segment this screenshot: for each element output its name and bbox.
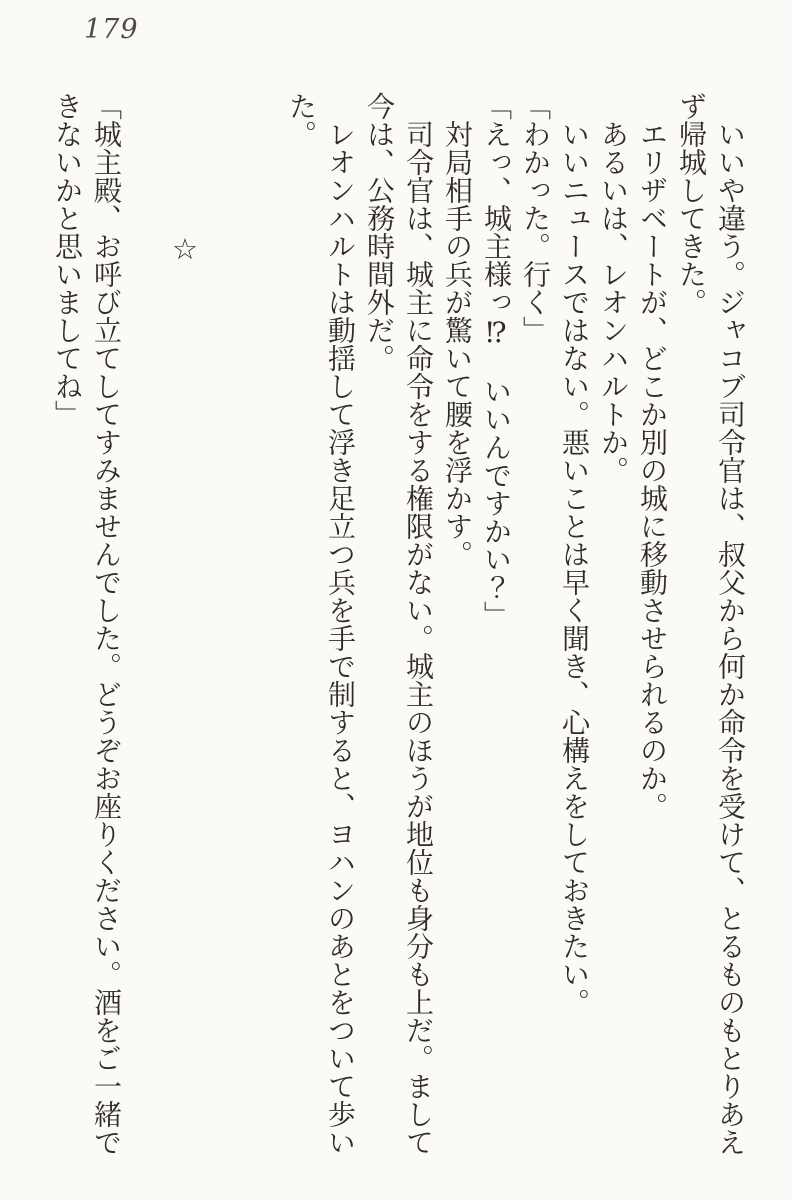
dialogue-line: 「わかった。行く」 <box>519 92 552 344</box>
text-line: ず帰城してきた。 <box>675 92 708 316</box>
text-line: あるいは、レオンハルトか。 <box>597 120 630 484</box>
text-line: いいや違う。ジャコブ司令官は、叔父から何か命令を受けて、とるものもとりあえ <box>714 120 747 1156</box>
text-line: 対局相手の兵が驚いて腰を浮かす。 <box>441 120 474 568</box>
dialogue-line: 「城主殿、お呼び立てしてすみませんでした。どうぞお座りください。酒をご一緒で <box>90 92 123 1156</box>
dialogue-line: 「えっ、城主様っ⁉ いいんですかい？」 <box>480 92 513 629</box>
page-number: 179 <box>84 14 139 45</box>
text-line: いいニュースではない。悪いことは早く聞き、心構えをしておきたい。 <box>558 120 591 1016</box>
section-divider-star: ☆ <box>168 232 202 266</box>
text-line: 今は、公務時間外だ。 <box>363 92 396 372</box>
text-line: 司令官は、城主に命令をする権限がない。城主のほうが地位も身分も上だ。まして <box>402 120 435 1156</box>
text-line: エリザベートが、どこか別の城に移動させられるのか。 <box>636 120 669 820</box>
text-line: た。 <box>285 92 318 148</box>
text-line: レオンハルトは動揺して浮き足立つ兵を手で制すると、ヨハンのあとをついて歩い <box>324 120 357 1156</box>
dialogue-line: きないかと思いましてね」 <box>51 92 84 428</box>
vertical-text-block <box>48 92 750 1172</box>
